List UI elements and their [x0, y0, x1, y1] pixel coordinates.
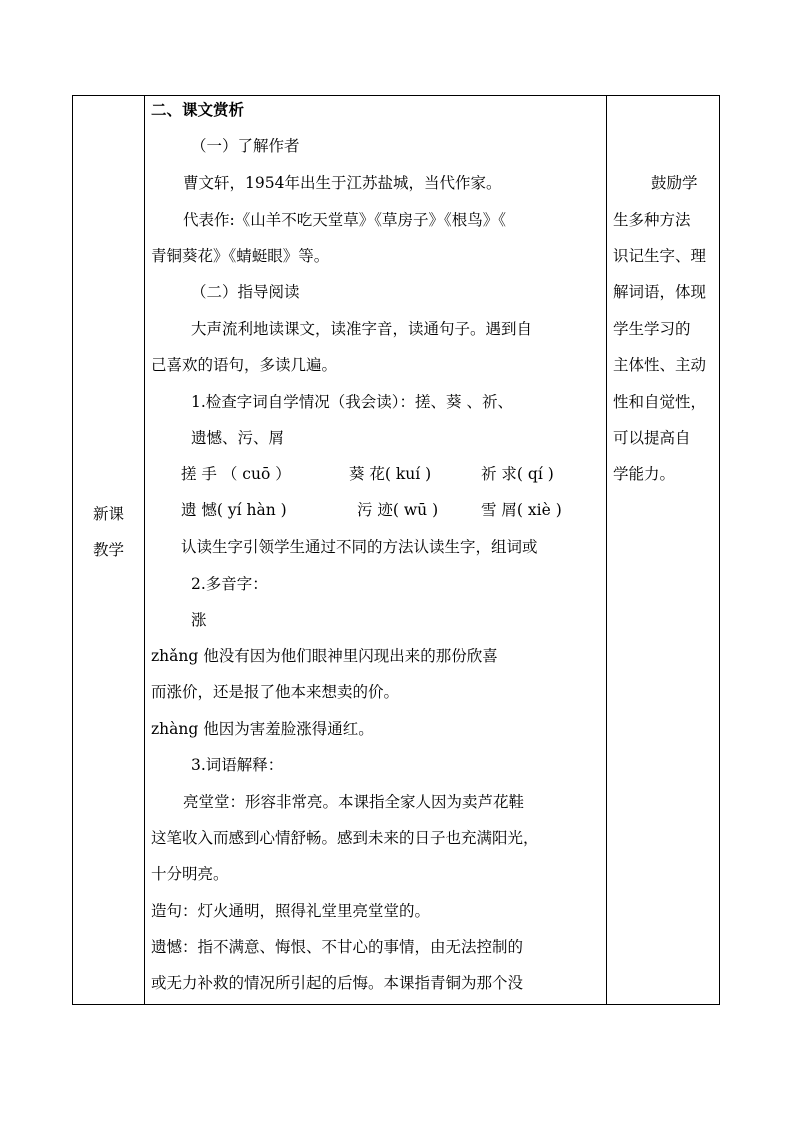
paragraph-line: 代表作:《山羊不吃天堂草》《草房子》《根鸟》《 — [183, 211, 506, 229]
column-divider — [144, 96, 145, 1004]
side-note-line: 识记生字、理 — [613, 247, 707, 265]
side-note-line: 学生学习的 — [613, 320, 691, 338]
side-note-line: 主体性、主动 — [613, 356, 707, 374]
pinyin-word: 搓 手 （ cuō ） — [181, 465, 291, 483]
paragraph-line: zhǎng 他没有因为他们眼神里闪现出来的那份欣喜 — [151, 647, 498, 665]
subsection-title: （一）了解作者 — [191, 137, 300, 155]
side-note-cell — [613, 96, 719, 1004]
paragraph-line: 十分明亮。 — [151, 865, 229, 883]
paragraph-line: 青铜葵花》《蜻蜓眼》等。 — [151, 247, 330, 265]
subsection-title: （二）指导阅读 — [191, 283, 300, 301]
polyphone-char: 涨 — [191, 611, 207, 629]
content-cell — [151, 96, 606, 1004]
section-title: 二、课文赏析 — [151, 100, 245, 119]
paragraph-line: 而涨价，还是报了他本来想卖的价。 — [151, 683, 400, 701]
paragraph-line: 亮堂堂：形容非常亮。本课指全家人因为卖芦花鞋 — [183, 793, 525, 811]
paragraph-line: 遗憾：指不满意、悔恨、不甘心的事情，由无法控制的 — [151, 938, 524, 956]
paragraph-line: zhàng 他因为害羞脸涨得通红。 — [151, 720, 374, 738]
side-note-line: 学能力。 — [613, 465, 676, 483]
paragraph-line: 遗憾、污、屑 — [191, 429, 285, 447]
side-note-line: 鼓励学 — [651, 174, 698, 192]
lesson-plan-table — [72, 95, 720, 1005]
pinyin-word: 污 迹( wū ) — [357, 501, 439, 519]
pinyin-word: 雪 屑( xiè ) — [481, 501, 562, 519]
paragraph-line: 己喜欢的语句，多读几遍。 — [151, 356, 338, 374]
pinyin-word: 葵 花( kuí ) — [349, 465, 432, 483]
paragraph-line: 1.检查字词自学情况（我会读）：搓、葵 、祈、 — [191, 393, 513, 411]
subsection-title: 3.词语解释： — [191, 756, 284, 774]
pinyin-word: 祈 求( qí ) — [481, 465, 554, 483]
row-label-line: 教学 — [92, 541, 124, 559]
paragraph-line: 或无力补救的情况所引起的后悔。本课指青铜为那个没 — [151, 974, 524, 992]
paragraph-line: 曹文轩，1954年出生于江苏盐城，当代作家。 — [183, 174, 502, 192]
row-label-cell — [73, 96, 144, 1004]
row-label — [73, 496, 144, 568]
subsection-title: 2.多音字： — [191, 575, 268, 593]
paragraph-line: 大声流利地读课文，读准字音，读通句子。遇到自 — [191, 320, 533, 338]
paragraph-line: 这笔收入而感到心情舒畅。感到未来的日子也充满阳光， — [151, 829, 539, 847]
column-divider — [606, 96, 607, 1004]
paragraph-line: 认读生字引领学生通过不同的方法认读生字，组词或 — [181, 538, 538, 556]
paragraph-line: 造句：灯火通明，照得礼堂里亮堂堂的。 — [151, 902, 431, 920]
side-note-line: 生多种方法 — [613, 211, 691, 229]
side-note-line: 解词语，体现 — [613, 283, 707, 301]
side-note-line: 性和自觉性， — [613, 393, 707, 411]
side-note-line: 可以提高自 — [613, 429, 691, 447]
row-label-line: 新课 — [92, 505, 124, 523]
pinyin-word: 遗 憾( yí hàn ) — [181, 501, 287, 519]
